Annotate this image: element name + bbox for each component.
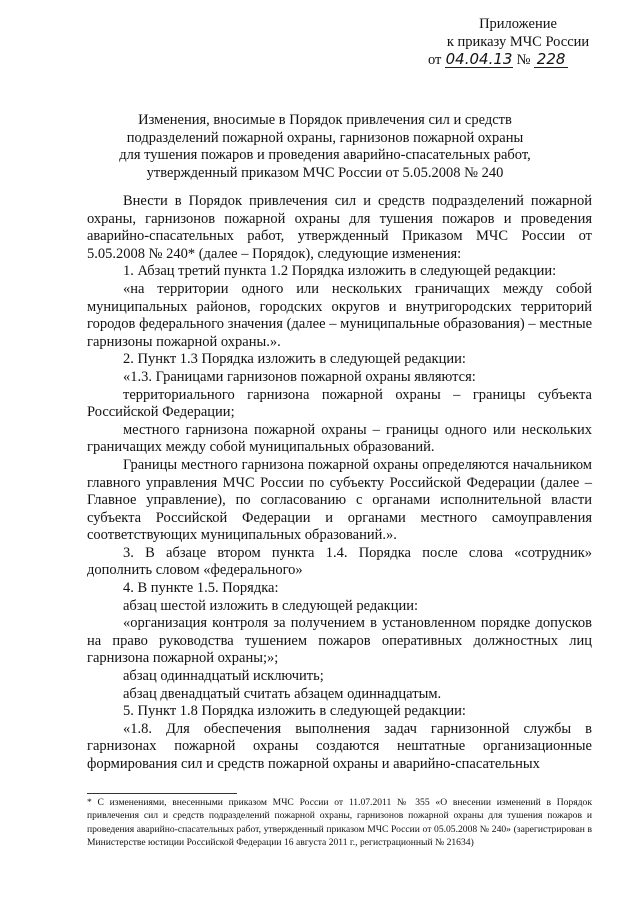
paragraph-exclude: абзац одиннадцатый исключить;: [123, 668, 324, 685]
paragraph-item-5: 5. Пункт 1.8 Порядка изложить в следующей редакции:: [123, 703, 466, 720]
title-line-1: Изменения, вносимые в Порядок привлечения сил и средств: [138, 112, 512, 128]
paragraph-sixth-abzac: абзац шестой изложить в следующей редакции:: [123, 597, 418, 614]
title-line-2: подразделений пожарной охраны, гарнизонов пожарной охраны: [126, 129, 524, 146]
footnote-divider: [87, 793, 237, 794]
paragraph-item-5-text: «1.8. Для обеспечения выполнения задач гарнизонной службы в гарнизонах пожарной охраны создаются нештатные организационные формирования сил и средств пожарной охраны и аварийно-спасательных: [87, 720, 592, 772]
paragraph-control: «организация контроля за получением в установленном порядке допусков на право руководства тушением пожаров оперативных должностных лиц гарнизона пожарной охраны;»;: [87, 615, 592, 667]
appendix-label: Приложение: [479, 16, 557, 32]
appendix-header: [418, 15, 618, 69]
appendix-date-number-row: [418, 51, 618, 69]
document-body: [87, 193, 592, 774]
handwritten-number: 228: [534, 52, 568, 68]
paragraph-item-3: 3. В абзаце втором пункта 1.4. Порядка после слова «сотрудник» дополнить словом «федерального»: [87, 544, 592, 579]
number-sign: №: [516, 52, 531, 68]
paragraph-item-2: 2. Пункт 1.3 Порядка изложить в следующей редакции:: [123, 351, 466, 368]
title-line-3: для тушения пожаров и проведения аварийно-спасательных работ,: [119, 147, 531, 164]
appendix-ot-label: от: [428, 52, 442, 68]
paragraph-item-4: 4. В пункте 1.5. Порядка:: [123, 580, 279, 597]
footnote: * С изменениями, внесенными приказом МЧС России от 11.07.2011 № 355 «О внесении изменений в Порядок привлечения сил и средств подразделений пожарной охраны, гарнизонов пожарной охраны для тушения пожаров и проведения аварийно-спасательных работ, утвержденный приказом МЧС России от 05.05.2008 № 240» (зарегистрирован в Министерстве юстиции Российской Федерации 16 августа 2011 г., регистрационный № 21634): [87, 797, 592, 849]
title-line-4: утвержденный приказом МЧС России от 5.05.2008 № 240: [146, 164, 504, 181]
paragraph-borders: Границы местного гарнизона пожарной охраны определяются начальником главного управления МЧС России по субъекту Российской Федерации (далее – Главное управление), по согласованию с органами исполнительной власти субъекта Российской Федерации и органами местного самоуправления соответствующих муниципальных образований.».: [87, 456, 592, 544]
paragraph-intro: Внести в Порядок привлечения сил и средств подразделений пожарной охраны, гарнизонов пожарной охраны для тушения пожаров и проведения аварийно-спасательных работ, утвержденный Приказом МЧС России от 5.05.2008 № 240* (далее – Порядок), следующие изменения:: [87, 193, 592, 262]
document-title: [60, 112, 590, 182]
paragraph-renumber: абзац двенадцатый считать абзацем одиннадцатым.: [123, 685, 442, 702]
paragraph-local: местного гарнизона пожарной охраны – границы одного или нескольких граничащих между собой муниципальных образований.: [87, 421, 592, 456]
paragraph-item-1-text: «на территории одного или нескольких граничащих между собой муниципальных районов, городских округов и внутригородских территорий городов федерального значения (далее – муниципальные образования) – местные гарнизоны пожарной охраны.».: [87, 280, 592, 350]
paragraph-territorial: территориального гарнизона пожарной охраны – границы субъекта Российской Федерации;: [87, 386, 592, 421]
paragraph-item-2-text: «1.3. Границами гарнизонов пожарной охраны являются:: [123, 368, 476, 385]
appendix-order-ref: к приказу МЧС России: [446, 34, 590, 50]
paragraph-item-1: 1. Абзац третий пункта 1.2 Порядка изложить в следующей редакции:: [123, 263, 557, 280]
handwritten-date: 04.04.13: [445, 50, 513, 68]
